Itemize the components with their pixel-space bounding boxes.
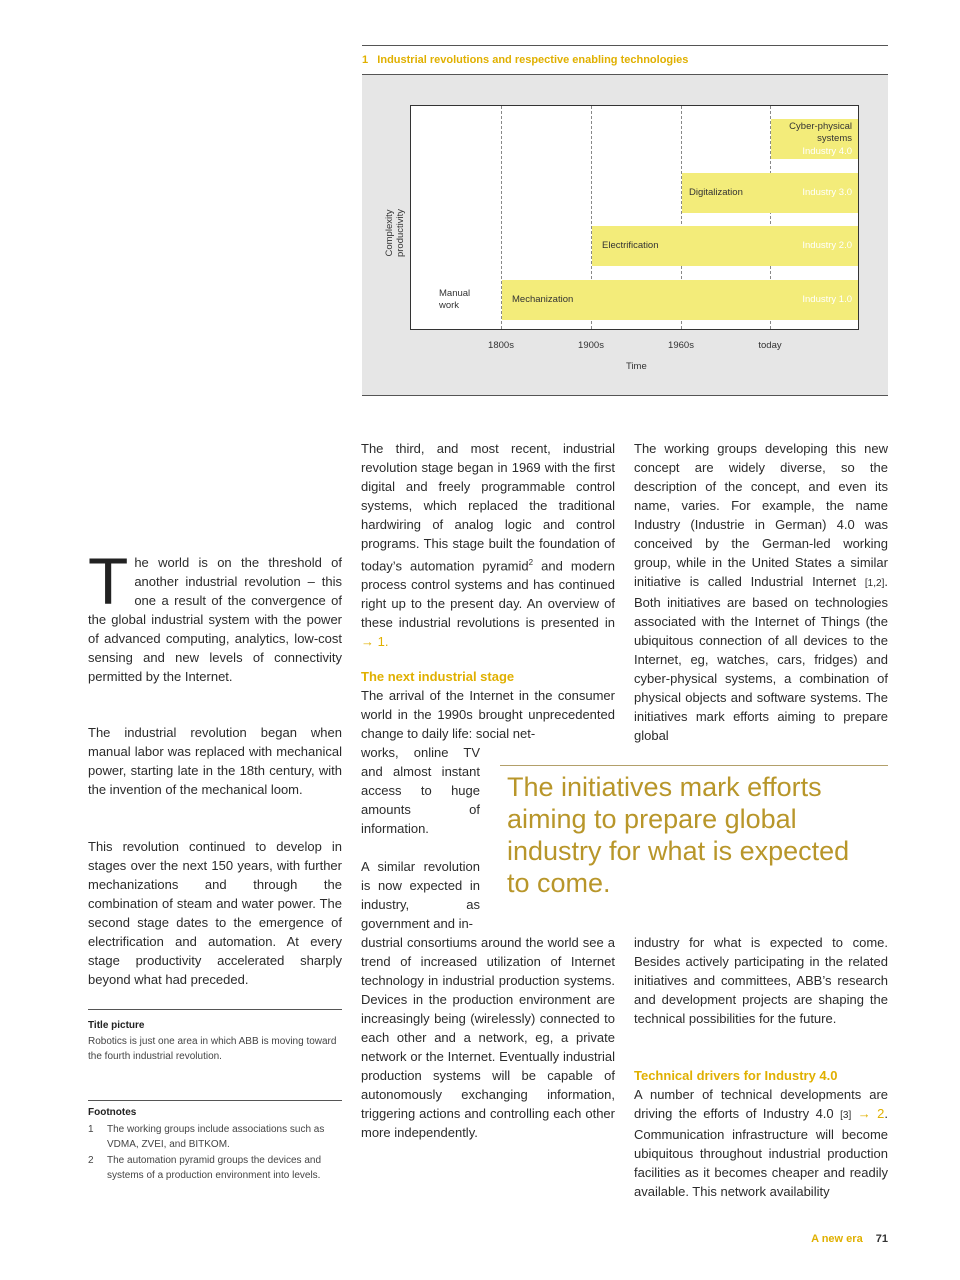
x-tick-1900s: 1900s bbox=[578, 340, 604, 351]
x-tick-1800s: 1800s bbox=[488, 340, 514, 351]
left-column-intro bbox=[88, 544, 342, 686]
left-paragraph-2: The industrial revolution began when manual labor was replaced with mechanical power, starting late in the 18th century, with the invention of the mechanical loom. bbox=[88, 725, 342, 797]
x-tick-1960s: 1960s bbox=[668, 340, 694, 351]
intro-text: he world is on the threshold of another industrial revolution – this one a result of the convergence of the global industrial system with the power of advanced computing, analytics, low-cost sensing and new levels of connectivity permitted by the Internet. bbox=[88, 555, 342, 684]
pull-quote: The initiatives mark efforts aiming to prepare global industry for what is expected to come. bbox=[507, 772, 850, 898]
heading-technical-drivers: Technical drivers for Industry 4.0 bbox=[634, 1068, 838, 1083]
right-p1-a: The working groups developing this new concept are widely diverse, so the description of the concept, and even its name, varies. For example, the name Industry (Industrie in German) 4.0 was conceived by the German-led working group, while in the United States a similar initiative is called Industrial Internet bbox=[634, 441, 888, 589]
x-axis-label: Time bbox=[626, 361, 647, 372]
heading-next-industrial-stage: The next industrial stage bbox=[361, 669, 515, 684]
label-cps-line1: Cyber-physical bbox=[789, 121, 852, 132]
label-cps-line2: systems bbox=[817, 133, 852, 144]
label-industry-2: Industry 2.0 bbox=[802, 240, 852, 251]
figure-bottom-rule bbox=[362, 395, 888, 396]
label-digitalization: Digitalization bbox=[689, 187, 743, 198]
middle-paragraph-2: The arrival of the Internet in the consumer world in the 1990s brought unprecedented change to daily life: social net- bbox=[361, 688, 615, 741]
footer-section-title: A new era bbox=[811, 1233, 863, 1245]
right-p3-b: . Communication infrastructure will become ubiquitous throughout industrial production facilities as it becomes cheaper and readily available. This network availability bbox=[634, 1106, 888, 1199]
footnotes-rule bbox=[88, 1100, 342, 1101]
right-p1-b: . Both initiatives are based on technologies associated with the Internet of Things (the ubiquitous connection of all devices to the Internet, eg, watches, cars, fridges) and cyber-physical systems, a combination of physical objects and software systems. The initiatives mark efforts aiming to prepare global bbox=[634, 574, 888, 743]
left-paragraph-3: This revolution continued to develop in stages over the next 150 years, with further mechanizations and through the combination of steam and water power. The second stage dates to the emergence of electrification and automation. At every stage productivity accelerated sharply beyond what had preceded. bbox=[88, 839, 342, 987]
footnote-1-text: The working groups include associations such as VDMA, ZVEI, and BITKOM. bbox=[107, 1124, 325, 1150]
label-electrification: Electrification bbox=[602, 240, 659, 251]
title-picture-caption: Robotics is just one area in which ABB is moving toward the fourth industrial revolution. bbox=[88, 1036, 337, 1062]
pullquote-rule bbox=[500, 765, 888, 766]
y-axis-label: Complexity productivity bbox=[384, 208, 406, 258]
middle-paragraph-3: dustrial consortiums around the world see a trend of increased utilization of Internet technology in industrial production systems. Devices in the production environment are increasingly being (wirelessly) connected to each other and a network, eg, a private network or the Internet. Eventually industrial production systems will be capable of autonomously exchanging information, triggering actions and controlling each other more independently. bbox=[361, 935, 615, 1140]
footnotes-heading: Footnotes bbox=[88, 1107, 137, 1118]
label-industry-1: Industry 1.0 bbox=[802, 294, 852, 305]
page-footer bbox=[811, 1233, 888, 1245]
label-manual-work bbox=[439, 288, 470, 312]
figure-panel-top-rule bbox=[362, 74, 888, 75]
middle-paragraph-1 bbox=[361, 439, 615, 651]
footnote-2 bbox=[88, 1153, 342, 1198]
middle-p1-b: and modern process control systems and has continued right up to the present day. An overview of these industrial revolutions is presented in bbox=[361, 558, 615, 631]
intro-paragraph bbox=[88, 544, 342, 686]
label-industry-4: Industry 4.0 bbox=[802, 146, 852, 157]
citation-1-2[interactable]: [1,2] bbox=[864, 578, 885, 589]
label-manual-line1: Manual bbox=[439, 288, 471, 299]
x-tick-today: today bbox=[758, 340, 782, 351]
chart-plot-area bbox=[410, 105, 859, 330]
title-picture-heading: Title picture bbox=[88, 1020, 145, 1031]
footnote-2-text: The automation pyramid groups the devices and systems of a production environment into levels. bbox=[107, 1155, 322, 1181]
middle-p1-a: The third, and most recent, industrial revolution stage began in 1969 with the first digital and freely programmable control systems, which replaced the traditional hardwiring of analog logic and control programs. This stage built the foundation of today’s automation pyramid bbox=[361, 441, 615, 574]
page-number: 71 bbox=[875, 1233, 888, 1245]
middle-narrow-paragraph-2: A similar revolution is now expected in industry, as government and in- bbox=[361, 859, 480, 931]
figure-caption bbox=[362, 54, 688, 66]
label-manual-line2: work bbox=[439, 300, 460, 311]
footnote-1-number: 1 bbox=[88, 1124, 94, 1135]
figure-2-reference-link[interactable]: → 2 bbox=[857, 1106, 885, 1121]
footnote-1 bbox=[88, 1122, 342, 1152]
right-p3-a: A number of technical developments are driving the efforts of Industry 4.0 bbox=[634, 1087, 888, 1121]
right-paragraph-3 bbox=[634, 1085, 888, 1201]
label-mechanization: Mechanization bbox=[512, 294, 574, 305]
footnote-2-number: 2 bbox=[88, 1155, 94, 1166]
footnote-ref-2[interactable]: 2 bbox=[528, 558, 534, 567]
figure-caption-text: Industrial revolutions and respective enabling technologies bbox=[377, 54, 689, 66]
figure-caption-number: 1 bbox=[362, 54, 369, 66]
middle-narrow-paragraph-1: works, online TV and almost instant access to huge amounts of information. bbox=[361, 745, 480, 836]
title-picture-rule bbox=[88, 1009, 342, 1010]
label-cyber-physical bbox=[777, 121, 852, 145]
citation-3[interactable]: [3] bbox=[840, 1110, 852, 1121]
drop-cap: T bbox=[88, 544, 129, 618]
right-paragraph-1 bbox=[634, 439, 888, 745]
figure-top-rule bbox=[362, 45, 888, 46]
figure-1-reference-link[interactable]: → 1. bbox=[361, 634, 389, 650]
right-paragraph-2: industry for what is expected to come. Besides actively participating in the related initiatives and committees, ABB’s research and development projects are shaping the technical possibilities for the future. bbox=[634, 935, 888, 1026]
label-industry-3: Industry 3.0 bbox=[802, 187, 852, 198]
